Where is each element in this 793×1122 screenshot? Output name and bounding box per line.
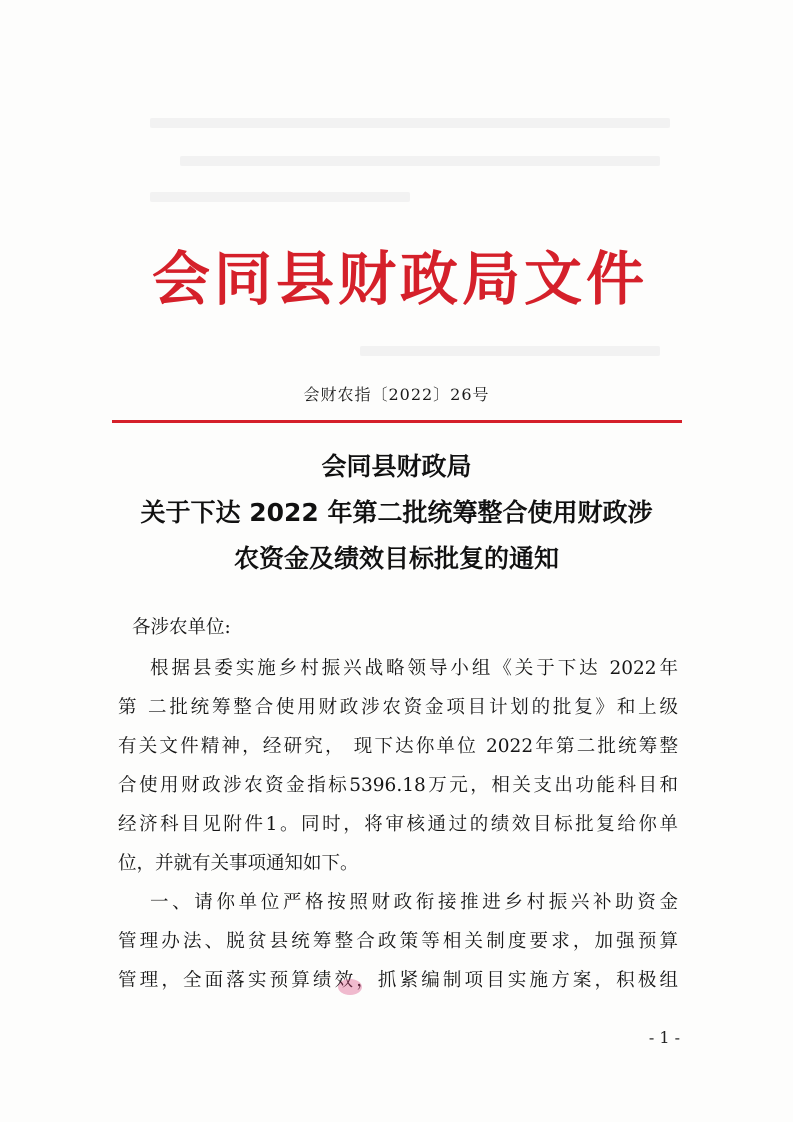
- body-line: 经济科目见附件1。同时，将审核通过的绩效目标批复给你单: [118, 814, 678, 835]
- body-line: 一、请你单位严格按照财政衔接推进乡村振兴补助资金: [150, 892, 678, 913]
- red-separator-line: [112, 420, 682, 423]
- page-number: - 1 -: [648, 1028, 680, 1047]
- body-line: 管理，全面落实预算绩效，抓紧编制项目实施方案，积极组: [118, 970, 678, 991]
- body-line: 位，并就有关事项通知如下。: [118, 853, 359, 874]
- body-line: 管理办法、脱贫县统筹整合政策等相关制度要求，加强预算: [118, 931, 678, 952]
- notice-title-line-2: 关于下达 2022 年第二批统筹整合使用财政涉: [140, 498, 653, 527]
- salutation: 各涉农单位:: [132, 617, 231, 638]
- bleed-through-mark: [150, 192, 410, 202]
- document-number: 会财农指〔2022〕26号: [303, 385, 490, 404]
- body-line: 第 二批统筹整合使用财政涉农资金项目计划的批复》和上级: [118, 697, 678, 718]
- bleed-through-mark: [360, 346, 660, 356]
- body-line: 有关文件精神，经研究， 现下达你单位 2022年第二批统筹整: [118, 736, 678, 757]
- notice-title-line-3: 农资金及绩效目标批复的通知: [233, 544, 559, 573]
- body-line: 合使用财政涉农资金指标5396.18万元，相关支出功能科目和: [118, 775, 678, 796]
- bleed-through-mark: [180, 156, 660, 166]
- issuer-banner: 会同县财政局文件: [151, 245, 648, 313]
- ink-smudge: [338, 979, 362, 995]
- bleed-through-mark: [150, 118, 670, 128]
- notice-title-line-1: 会同县财政局: [321, 452, 472, 481]
- body-line: 根据县委实施乡村振兴战略领导小组《关于下达 2022年: [150, 658, 678, 679]
